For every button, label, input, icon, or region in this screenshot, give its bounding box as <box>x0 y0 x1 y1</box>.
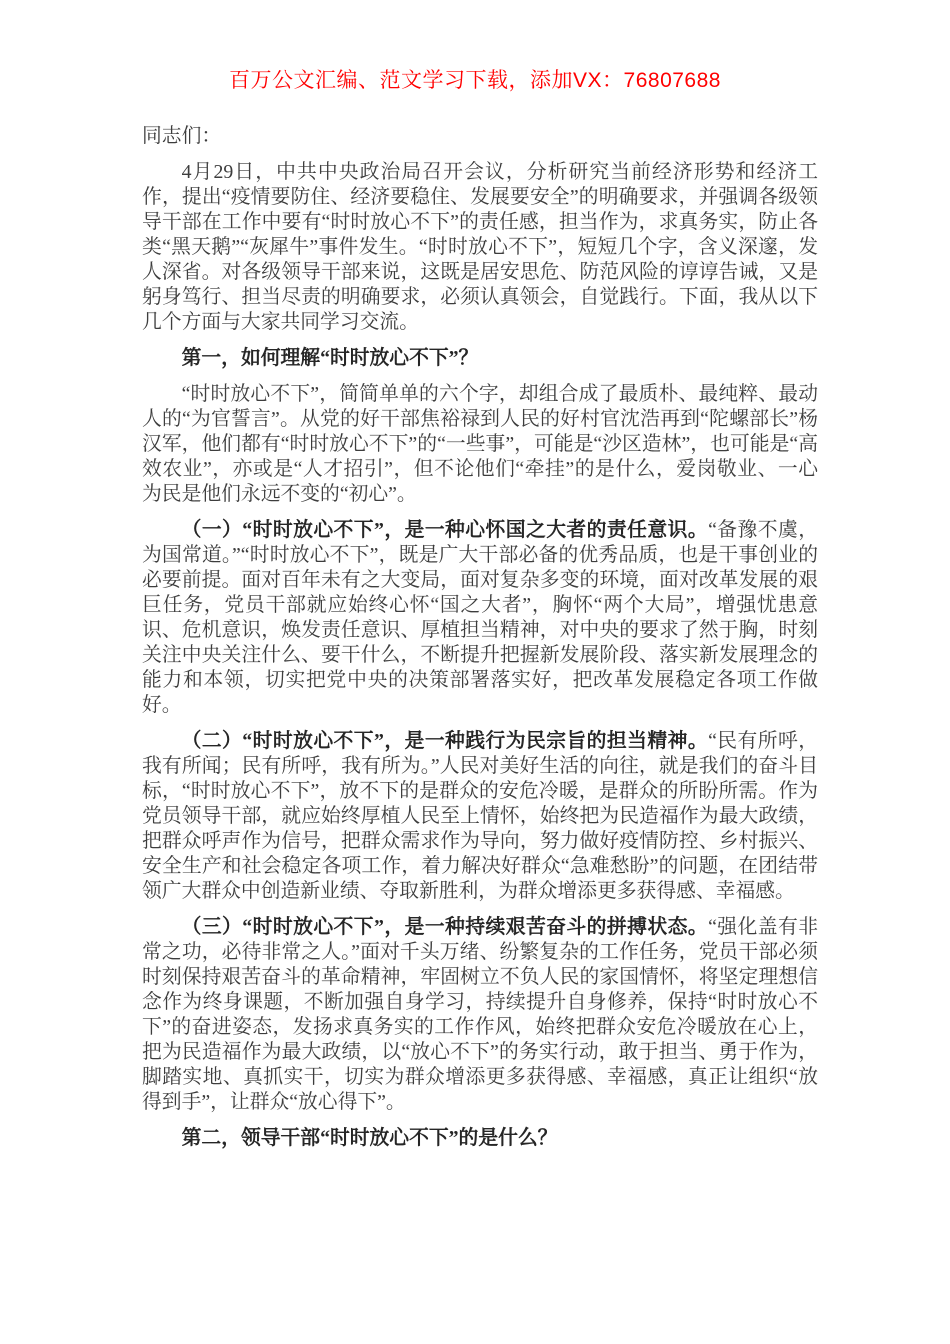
section-2-heading: 第二，领导干部“时时放心不下”的是什么？ <box>181 1127 558 1149</box>
section-1-intro-paragraph: “时时放心不下”，简简单单的六个字，却组合成了最质朴、最纯粹、最动人的“为官誓言”。从党的好干部焦裕禄到人民的好村官沈浩再到“陀螺部长”杨汉军，他们都有“时时放心不下”的“一些事”，可能是“沙区造林”，也可能是“高效农业”，亦或是“人才招引”，但不论他们“牵挂”的是什么，爱岗敬业、一心为民是他们永远不变的“初心”。 <box>142 383 818 505</box>
point-2-lead: （二）“时时放心不下”，是一种践行为民宗旨的担当精神。 <box>181 730 709 752</box>
point-3-lead: （三）“时时放心不下”，是一种持续艰苦奋斗的拼搏状态。 <box>181 916 709 938</box>
point-1-body: “备豫不虞，为国常道。”“时时放心不下”，既是广大干部必备的优秀品质，也是干事创业的必要前提。面对百年未有之大变局，面对复杂多变的环境，面对改革发展的艰巨任务，党员干部就应始终心怀“国之大者”，胸怀“两个大局”，增强忧患意识、危机意识，焕发责任意识、厚植担当精神，对中央的要求了然于胸，时刻关注中央关注什么、要干什么，不断提升把握新发展阶段、落实新发展理念的能力和本领，切实把党中央的决策部署落实好，把改革发展稳定各项工作做好。 <box>142 519 818 716</box>
point-1-paragraph <box>142 518 818 718</box>
intro-paragraph: 4月29日，中共中央政治局召开会议，分析研究当前经济形势和经济工作，提出“疫情要防住、经济要稳住、发展要安全”的明确要求，并强调各级领导干部在工作中要有“时时放心不下”的责任感，担当作为，求真务实，防止各类“黑天鹅”“灰犀牛”事件发生。“时时放心不下”，短短几个字，含义深邃，发人深省。对各级领导干部来说，这既是居安思危、防范风险的谆谆告诫，又是躬身笃行、担当尽责的明确要求，必须认真领会，自觉践行。下面，我从以下几个方面与大家共同学习交流。 <box>142 161 818 333</box>
point-3-body: “强化盖有非常之功，必待非常之人。”面对千头万绪、纷繁复杂的工作任务，党员干部必须时刻保持艰苦奋斗的革命精神，牢固树立不负人民的家国情怀，将坚定理想信念作为终身课题，不断加强自身学习，持续提升自身修养，保持“时时放心不下”的奋进姿态，发扬求真务实的工作作风，始终把群众安危冷暖放在心上，把为民造福作为最大政绩，以“放心不下”的务实行动，敢于担当、勇于作为，脚踏实地、真抓实干，切实为群众增添更多获得感、幸福感，真正让组织“放得到手”，让群众“放心得下”。 <box>142 916 818 1113</box>
point-2-paragraph <box>142 729 818 904</box>
point-2-body: “民有所呼，我有所闻；民有所呼，我有所为。”人民对美好生活的向往，就是我们的奋斗目标，“时时放心不下”，放不下的是群众的安危冷暖，是群众的所盼所需。作为党员领导干部，就应始终厚植人民至上情怀，始终把为民造福作为最大政绩，把群众呼声作为信号，把群众需求作为导向，努力做好疫情防控、乡村振兴、安全生产和社会稳定各项工作，着力解决好群众“急难愁盼”的问题，在团结带领广大群众中创造新业绩、夺取新胜利，为群众增添更多获得感、幸福感。 <box>142 730 818 902</box>
section-1-heading: 第一，如何理解“时时放心不下”？ <box>181 347 479 369</box>
point-1-lead: （一）“时时放心不下”，是一种心怀国之大者的责任意识。 <box>181 519 709 541</box>
point-3-paragraph <box>142 915 818 1115</box>
promo-banner: 百万公文汇编、范文学习下载，添加VX：76807688 <box>229 69 721 92</box>
salutation: 同志们： <box>142 125 222 147</box>
document-body <box>142 124 818 1162</box>
